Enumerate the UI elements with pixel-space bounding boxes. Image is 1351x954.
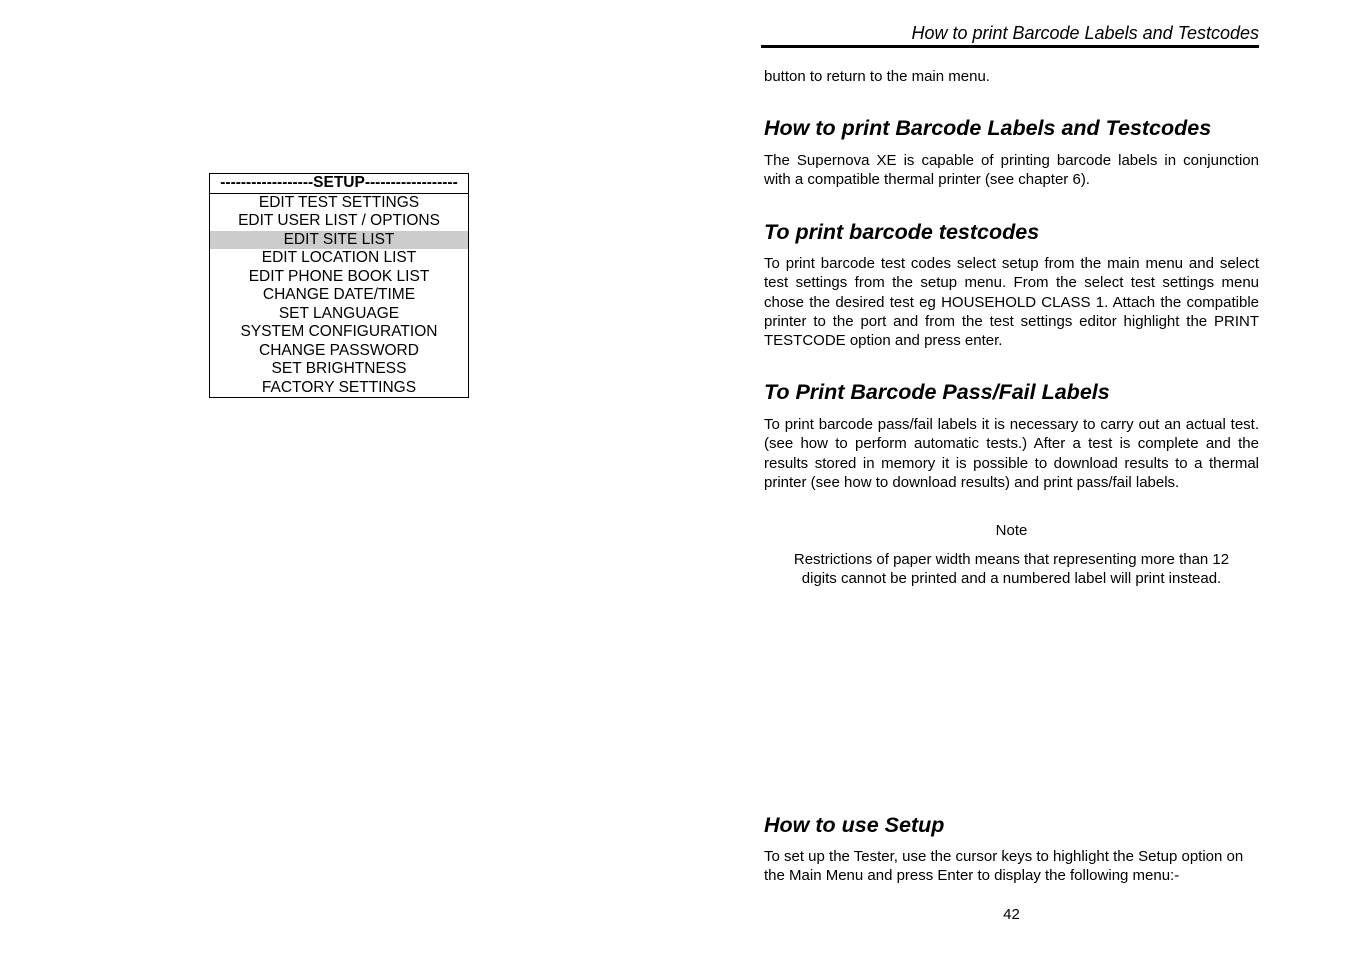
note-line-1: Restrictions of paper width means that representing more than 12 — [793, 551, 1230, 568]
menu-item-factory-settings[interactable]: FACTORY SETTINGS — [261, 378, 417, 396]
running-header: How to print Barcode Labels and Testcodes — [761, 22, 1259, 48]
heading-testcodes: To print barcode testcodes — [764, 220, 1040, 244]
para-setup: To set up the Tester, use the cursor keys to highlight the Setup option on the Main Menu and press Enter to display the following menu:- — [764, 848, 1244, 885]
menu-item-edit-phone-book-list[interactable]: EDIT PHONE BOOK LIST — [248, 267, 430, 285]
menu-item-set-language[interactable]: SET LANGUAGE — [278, 304, 400, 322]
menu-item-change-password[interactable]: CHANGE PASSWORD — [259, 341, 419, 359]
menu-item-edit-test-settings[interactable]: EDIT TEST SETTINGS — [258, 193, 420, 211]
setup-menu — [209, 173, 469, 398]
heading-setup: How to use Setup — [764, 813, 945, 837]
para-testcodes: To print barcode test codes select setup from the main menu and select test settings from the setup menu. From the select test settings menu chose the desired test eg HOUSEHOLD CLASS 1. Attach the compatible printer to the port and from the test settings editor highlight the PRINT TESTCODE option and press enter. — [764, 255, 1259, 350]
page-number: 42 — [1003, 906, 1020, 923]
menu-item-change-date-time[interactable]: CHANGE DATE/TIME — [262, 286, 416, 303]
menu-item-edit-user-list[interactable]: EDIT USER LIST / OPTIONS — [238, 212, 440, 229]
menu-item-edit-location-list[interactable]: EDIT LOCATION LIST — [261, 249, 417, 266]
setup-menu-header: ------------------SETUP------------------ — [210, 174, 468, 194]
intro-fragment: button to return to the main menu. — [764, 68, 990, 85]
para-barcode: The Supernova XE is capable of printing barcode labels in conjunction with a compatible thermal printer (see chapter 6). — [764, 152, 1259, 189]
note-title: Note — [995, 522, 1028, 539]
menu-item-system-configuration[interactable]: SYSTEM CONFIGURATION — [240, 323, 438, 340]
menu-item-edit-site-list[interactable]: EDIT SITE LIST — [210, 231, 468, 250]
heading-passfail: To Print Barcode Pass/Fail Labels — [764, 380, 1110, 404]
heading-barcode: How to print Barcode Labels and Testcodes — [764, 116, 1212, 140]
menu-item-set-brightness[interactable]: SET BRIGHTNESS — [271, 360, 407, 377]
note-line-2: digits cannot be printed and a numbered label will print instead. — [801, 570, 1222, 587]
para-passfail: To print barcode pass/fail labels it is necessary to carry out an actual test. (see how to perform automatic tests.) After a test is complete and the results stored in memory it is possible to download results to a thermal printer (see how to download results) and print pass/fail labels. — [764, 416, 1259, 491]
